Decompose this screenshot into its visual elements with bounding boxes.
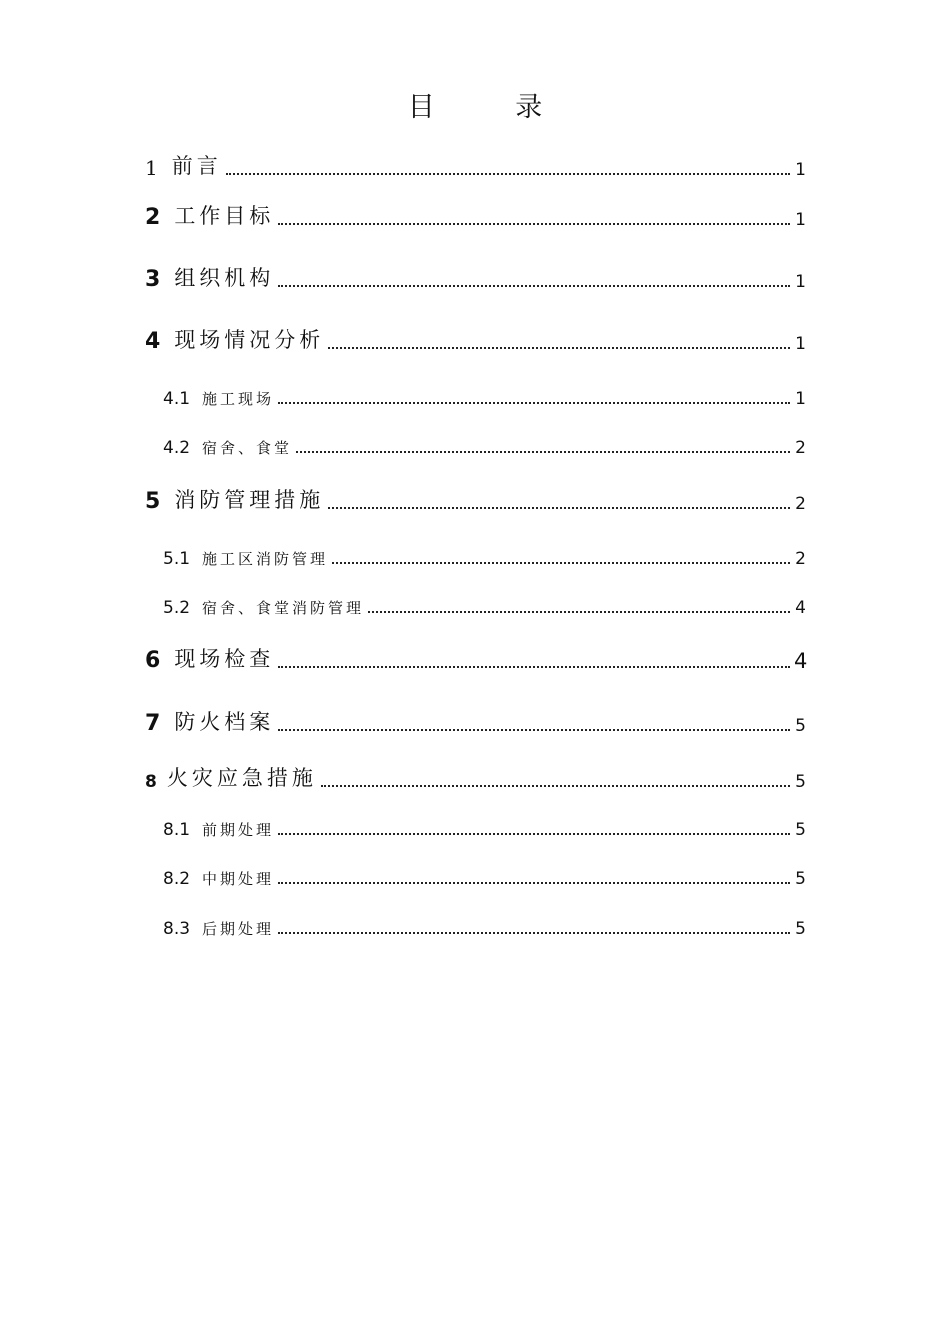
toc-entry-text: 前期处理: [202, 821, 275, 839]
dot-leader: [278, 729, 790, 731]
toc-entry-text: 后期处理: [202, 920, 275, 938]
toc-entry-text: 前言: [171, 154, 222, 178]
toc-entry-number: 3: [145, 267, 161, 292]
toc-entry-number: 1: [145, 156, 158, 180]
toc-entry-8-3[interactable]: [163, 918, 806, 939]
toc-entry-page: 2: [795, 438, 806, 458]
toc-entry-text: 施工区消防管理: [202, 550, 329, 568]
toc-entry-4[interactable]: [145, 324, 806, 354]
dot-leader: [278, 666, 790, 668]
toc-entry-page: 1: [795, 389, 806, 409]
toc-entry-number: 8.3: [163, 919, 191, 939]
toc-entry-text: 消防管理措施: [174, 488, 325, 512]
toc-entry-number: 5: [145, 489, 161, 514]
toc-entry-text: 现场检查: [174, 647, 275, 671]
toc-entry-6[interactable]: [145, 643, 806, 673]
toc-entry-5-2[interactable]: [163, 597, 806, 618]
toc-entry-page: 5: [795, 869, 806, 889]
dot-leader: [278, 402, 790, 404]
toc-entry-number: 8: [145, 772, 157, 792]
dot-leader: [226, 173, 790, 175]
toc-entry-8-2[interactable]: [163, 868, 806, 889]
toc-entry-8-1[interactable]: [163, 819, 806, 840]
dot-leader: [368, 611, 790, 613]
toc-entry-page: 1: [795, 334, 806, 354]
toc-entry-7[interactable]: [145, 706, 806, 736]
toc-entry-page: 1: [795, 210, 806, 230]
toc-entry-8[interactable]: [145, 762, 806, 792]
toc-entry-text: 防火档案: [174, 710, 275, 734]
dot-leader: [278, 833, 790, 835]
toc-entry-number: 4: [145, 329, 161, 354]
dot-leader: [328, 507, 790, 509]
toc-entry-page: 4: [795, 598, 806, 618]
toc-entry-text: 中期处理: [202, 870, 275, 888]
toc-entry-number: 4.1: [163, 389, 191, 409]
dot-leader: [332, 562, 790, 564]
toc-entry-number: 5.1: [163, 549, 191, 569]
toc-entry-page: 1: [795, 160, 806, 180]
dot-leader: [278, 882, 790, 884]
toc-entry-number: 2: [145, 205, 161, 230]
toc-entry-text: 火灾应急措施: [166, 766, 317, 790]
toc-entry-1[interactable]: [145, 150, 806, 180]
toc-entry-page: 1: [795, 272, 806, 292]
toc-entry-text: 宿舍、食堂消防管理: [202, 599, 365, 617]
toc-entry-number: 6: [145, 648, 161, 673]
toc-entry-text: 现场情况分析: [174, 328, 325, 352]
dot-leader: [296, 451, 790, 453]
dot-leader: [278, 932, 790, 934]
toc-entry-text: 宿舍、食堂: [202, 439, 293, 457]
toc-entry-4-1[interactable]: [163, 388, 806, 409]
dot-leader: [321, 785, 790, 787]
toc-entry-page: 4: [794, 649, 808, 673]
toc-entry-3[interactable]: [145, 262, 806, 292]
toc-entry-text: 施工现场: [202, 390, 275, 408]
toc-entry-5[interactable]: [145, 484, 806, 514]
toc-entry-5-1[interactable]: [163, 548, 806, 569]
toc-entry-4-2[interactable]: [163, 437, 806, 458]
dot-leader: [278, 285, 790, 287]
toc-entry-number: 8.2: [163, 869, 191, 889]
toc-entry-number: 7: [145, 711, 161, 736]
toc-entry-page: 5: [795, 772, 806, 792]
toc-entry-page: 5: [795, 820, 806, 840]
dot-leader: [278, 223, 790, 225]
toc-entry-page: 2: [795, 494, 806, 514]
toc-entry-number: 8.1: [163, 820, 191, 840]
toc-entry-text: 组织机构: [174, 266, 275, 290]
toc-entry-page: 5: [795, 919, 806, 939]
toc-entry-2[interactable]: [145, 200, 806, 230]
toc-title: 目 录: [407, 92, 579, 123]
toc-entry-number: 5.2: [163, 598, 191, 618]
toc-entry-page: 2: [795, 549, 806, 569]
dot-leader: [328, 347, 790, 349]
toc-entry-text: 工作目标: [174, 204, 275, 228]
toc-entry-number: 4.2: [163, 438, 191, 458]
toc-entry-page: 5: [795, 716, 806, 736]
